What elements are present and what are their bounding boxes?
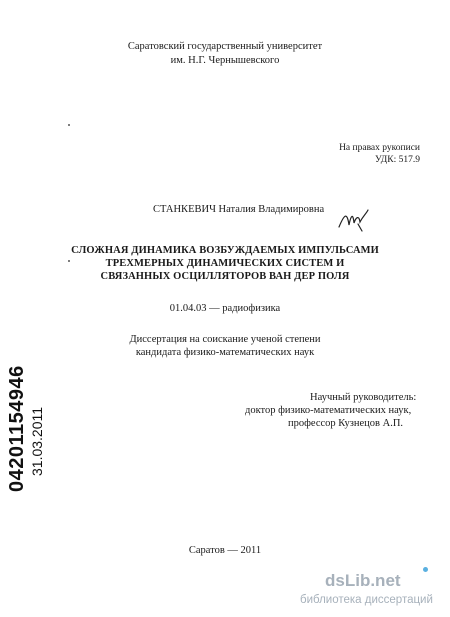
- watermark-brand: dsLib.net: [325, 571, 401, 590]
- supervisor-degree: доктор физико-математических наук,: [245, 405, 412, 416]
- watermark-tagline: библиотека диссертаций: [300, 594, 433, 606]
- specialty: 01.04.03 — радиофизика: [169, 303, 281, 314]
- scan-dot: [68, 124, 70, 126]
- dissertation-title-line1: СЛОЖНАЯ ДИНАМИКА ВОЗБУЖДАЕМЫХ ИМПУЛЬСАМИ: [71, 245, 379, 256]
- udc-code: УДК: 517.9: [375, 155, 420, 165]
- watermark-logo: [325, 571, 401, 591]
- signature: [336, 205, 376, 235]
- author-name: СТАНКЕВИЧ Наталия Владимировна: [153, 204, 325, 215]
- supervisor-label: Научный руководитель:: [310, 392, 417, 403]
- registration-date: 31.03.2011: [29, 406, 45, 476]
- dissertation-title-line3: СВЯЗАННЫХ ОСЦИЛЛЯТОРОВ ВАН ДЕР ПОЛЯ: [100, 271, 350, 282]
- degree-line1: Диссертация на соискание ученой степени: [129, 334, 321, 345]
- rights-note: На правах рукописи: [339, 143, 420, 153]
- university-name: Саратовский государственный университет: [127, 41, 323, 52]
- place-year: Саратов — 2011: [188, 545, 262, 556]
- registration-number: 04201154946: [6, 365, 28, 492]
- supervisor-name: профессор Кузнецов А.П.: [288, 418, 404, 429]
- university-name-line2: им. Н.Г. Чернышевского: [170, 55, 280, 66]
- watermark-dot-icon: [423, 567, 428, 572]
- degree-line2: кандидата физико-математических наук: [135, 347, 315, 358]
- dissertation-title-line2: ТРЕХМЕРНЫХ ДИНАМИЧЕСКИХ СИСТЕМ И: [105, 258, 345, 269]
